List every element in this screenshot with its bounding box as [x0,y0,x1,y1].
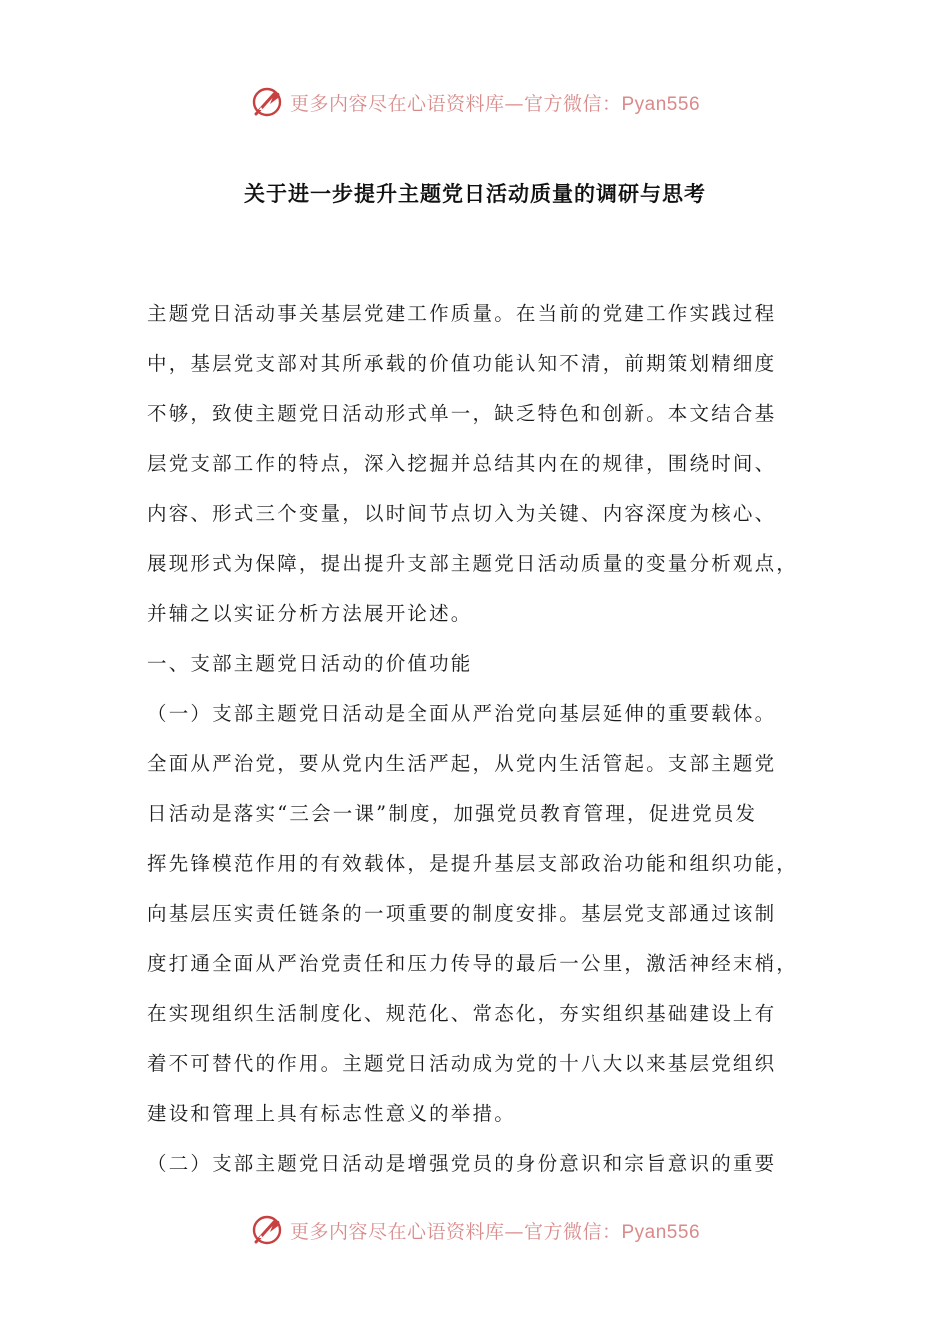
watermark-text [290,1217,700,1244]
section-heading: 一、支部主题党日活动的价值功能 [147,652,473,675]
feather-pen-logo-icon [250,1213,284,1247]
subsection-heading: （一）支部主题党日活动是全面从严治党向基层延伸的重要载体。 [147,702,777,725]
body-line: 全面从严治党，要从党内生活严起，从党内生活管起。支部主题党 [147,752,777,775]
watermark-wechat-id: Pyan556 [621,1221,701,1243]
body-line: 展现形式为保障，提出提升支部主题党日活动质量的变量分析观点， [147,552,799,575]
body-line: 挥先锋模范作用的有效载体，是提升基层支部政治功能和组织功能， [147,852,799,875]
body-line: 在实现组织生活制度化、规范化、常态化，夯实组织基础建设上有 [147,1002,777,1025]
watermark-text-cn: 更多内容尽在心语资料库—官方微信： [289,92,622,115]
watermark-wechat-id: Pyan556 [621,93,701,115]
body-line: 层党支部工作的特点，深入挖掘并总结其内在的规律，围绕时间、 [147,452,777,475]
document-body [147,289,827,1189]
body-line: 中，基层党支部对其所承载的价值功能认知不清，前期策划精细度 [147,352,777,375]
body-line: 度打通全面从严治党责任和压力传导的最后一公里，激活神经末梢， [147,952,799,975]
subsection-heading: （二）支部主题党日活动是增强党员的身份意识和宗旨意识的重要 [147,1152,777,1175]
watermark-text [290,89,700,116]
body-line: 内容、形式三个变量，以时间节点切入为关键、内容深度为核心、 [147,502,777,525]
watermark-text-cn: 更多内容尽在心语资料库—官方微信： [289,1220,622,1243]
body-line: 日活动是落实“三会一课”制度，加强党员教育管理，促进党员发 [147,802,758,825]
body-line: 着不可替代的作用。主题党日活动成为党的十八大以来基层党组织 [147,1052,777,1075]
feather-pen-logo-icon [250,85,284,119]
body-line: 并辅之以实证分析方法展开论述。 [147,602,473,625]
body-line: 主题党日活动事关基层党建工作质量。在当前的党建工作实践过程 [147,302,777,325]
footer-watermark-banner [0,1208,950,1252]
body-line: 向基层压实责任链条的一项重要的制度安排。基层党支部通过该制 [147,902,777,925]
document-title: 关于进一步提升主题党日活动质量的调研与思考 [244,182,706,206]
body-line: 建设和管理上具有标志性意义的举措。 [147,1102,516,1125]
header-watermark-banner [0,80,950,124]
body-line: 不够，致使主题党日活动形式单一，缺乏特色和创新。本文结合基 [147,402,777,425]
